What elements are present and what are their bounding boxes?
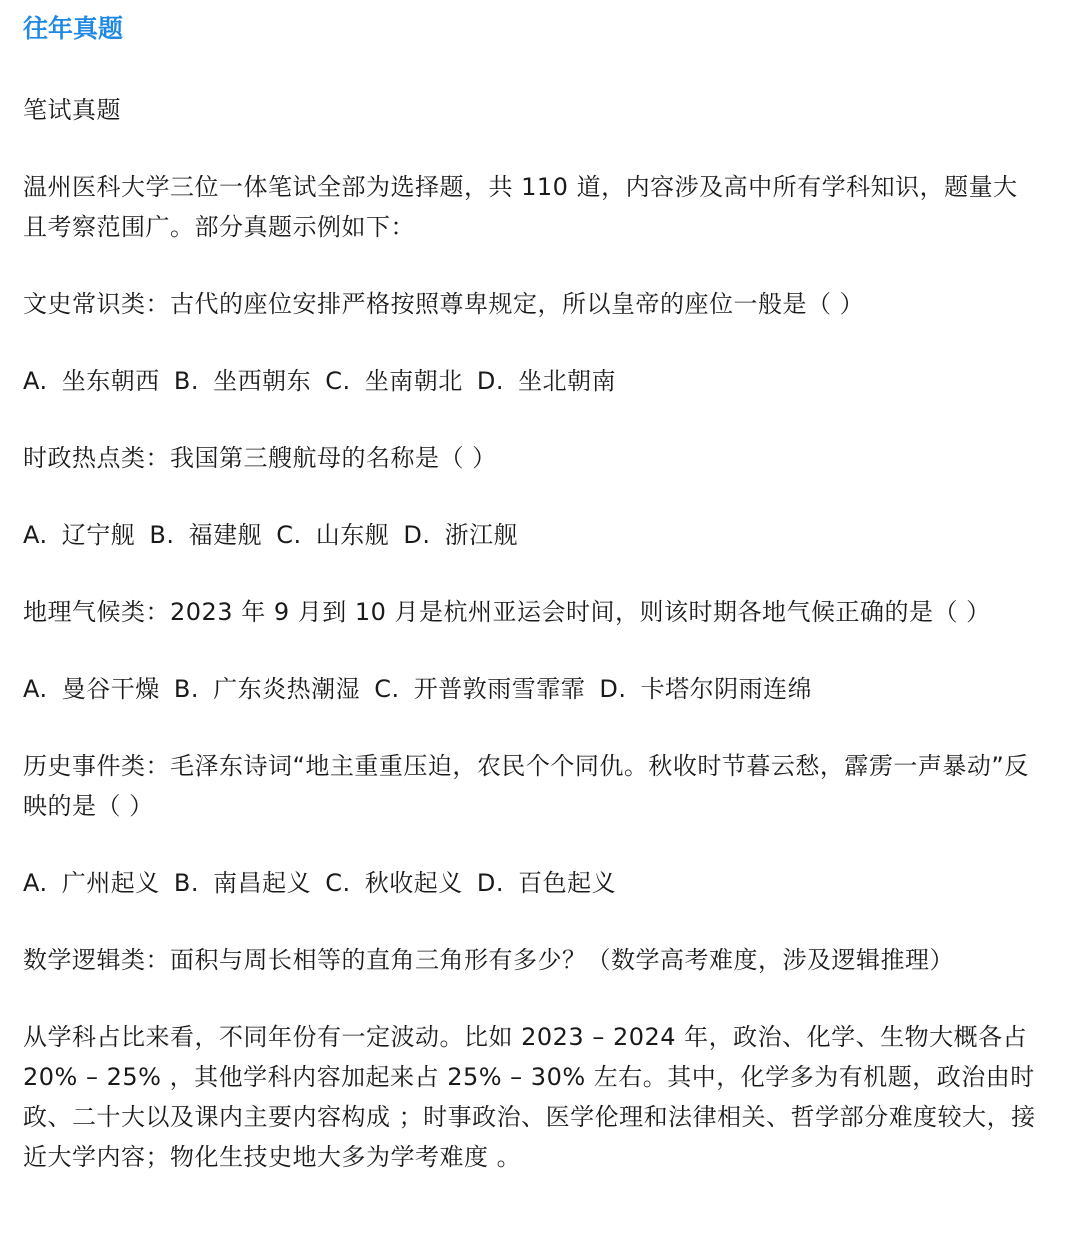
question-options-history: A. 广州起义 B. 南昌起义 C. 秋收起义 D. 百色起义 [23, 869, 617, 897]
question-options-literature: A. 坐东朝西 B. 坐西朝东 C. 坐南朝北 D. 坐北朝南 [23, 367, 617, 395]
question-stem-geography: 地理气候类：2023 年 9 月到 10 月是杭州亚运会时间，则该时期各地气候正确的是（ ） [23, 598, 991, 626]
question-stem-current-affairs: 时政热点类：我国第三艘航母的名称是（ ） [23, 444, 497, 472]
question-options-geography: A. 曼谷干燥 B. 广东炎热潮湿 C. 开普敦雨雪霏霏 D. 卡塔尔阴雨连绵 [23, 675, 813, 703]
question-options-current-affairs: A. 辽宁舰 B. 福建舰 C. 山东舰 D. 浙江舰 [23, 521, 519, 549]
question-stem-literature: 文史常识类：古代的座位安排严格按照尊卑规定，所以皇帝的座位一般是（ ） [23, 290, 865, 318]
section-title: 往年真题 [23, 14, 124, 43]
subheading: 笔试真题 [23, 96, 121, 124]
intro-paragraph: 温州医科大学三位一体笔试全部为选择题，共 110 道，内容涉及高中所有学科知识，题量大且考察范围广。部分真题示例如下： [23, 173, 1018, 241]
question-stem-history: 历史事件类：毛泽东诗词“地主重重压迫，农民个个同仇。秋收时节暮云愁，霹雳一声暴动”反映的是（ ） [23, 752, 1029, 820]
summary-paragraph: 从学科占比来看，不同年份有一定波动。比如 2023 – 2024 年，政治、化学、生物大概各占 20% – 25% ，其他学科内容加起来占 25% – 30% 左右。其中，化学多为有机题，政治由时政、二十大以及课内主要内容构成 ；时事政治、医学伦理和法律相关、哲学部分难度较大，接近大学内容；物化生技史地大多为学考难度 。 [23, 1023, 1036, 1171]
question-stem-math: 数学逻辑类：面积与周长相等的直角三角形有多少？（数学高考难度，涉及逻辑推理） [23, 946, 954, 974]
